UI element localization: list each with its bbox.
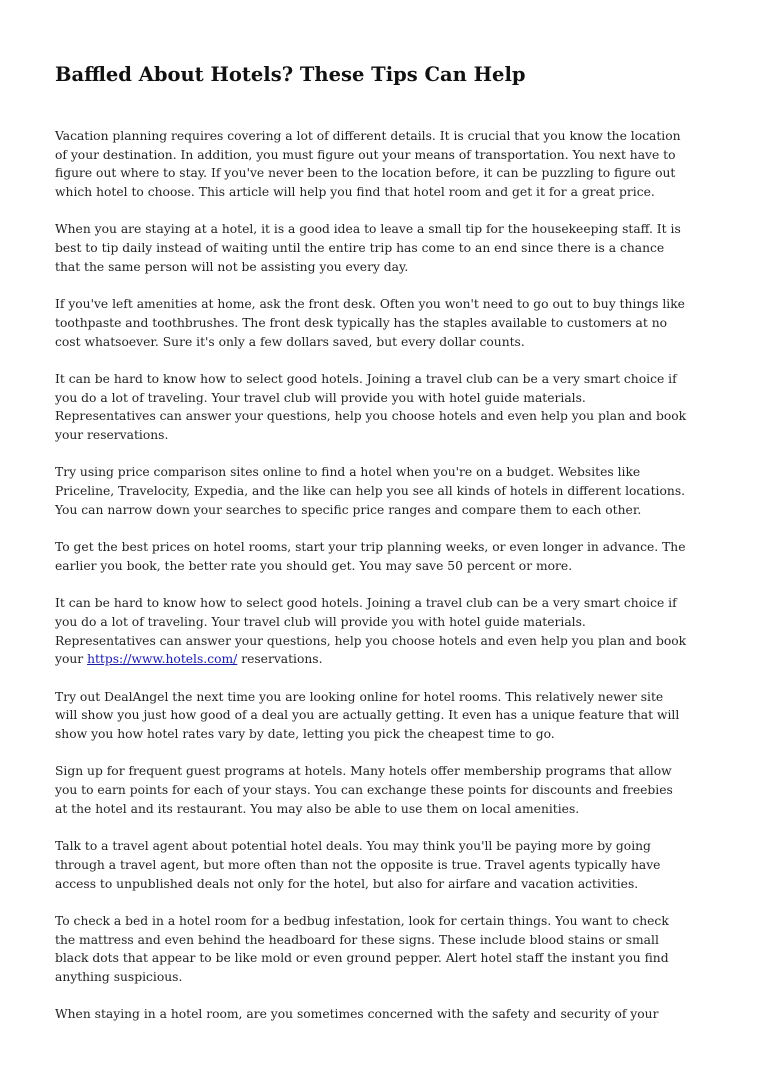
text-line: It can be hard to know how to select good hotels. Joining a travel club can be a very smart choice if — [55, 371, 677, 386]
text-line: black dots that appear to be like mold or even ground pepper. Alert hotel staff the instant you find — [55, 951, 669, 966]
text-segment: your — [55, 652, 88, 667]
text-line: Representatives can answer your questions, help you choose hotels and even help you plan and book — [55, 633, 687, 648]
text-line: through a travel agent, but more often than not the opposite is true. Travel agents typically have — [55, 857, 661, 872]
text-line: anything suspicious. — [55, 969, 183, 984]
text-line: To get the best prices on hotel rooms, start your trip planning weeks, or even longer in advance. The — [55, 540, 686, 555]
text-line: you to earn points for each of your stays. You can exchange these points for discounts and freebies — [55, 783, 673, 798]
paragraph — [55, 762, 735, 818]
paragraph — [55, 594, 735, 669]
paragraph — [55, 538, 735, 575]
text-line: Try using price comparison sites online to find a hotel when you're on a budget. Websites like — [55, 465, 641, 480]
paragraph — [55, 912, 735, 987]
text-line: To check a bed in a hotel room for a bedbug infestation, look for certain things. You want to check — [55, 913, 669, 928]
text-line: you do a lot of traveling. Your travel club will provide you with hotel guide materials. — [55, 614, 586, 629]
paragraph — [55, 295, 735, 351]
paragraph — [55, 837, 735, 893]
text-line: If you've left amenities at home, ask the front desk. Often you won't need to go out to buy things like — [55, 297, 685, 312]
paragraph — [55, 220, 735, 276]
text-line: of your destination. In addition, you must figure out your means of transportation. You next have to — [55, 147, 676, 162]
text-line: access to unpublished deals not only for the hotel, but also for airfare and vacation activities. — [55, 876, 639, 891]
text-line: Priceline, Travelocity, Expedia, and the like can help you see all kinds of hotels in different locations. — [55, 484, 686, 499]
hotels-link[interactable]: https://www.hotels.com/ — [87, 652, 238, 667]
text-line: When you are staying at a hotel, it is a good idea to leave a small tip for the housekeeping staff. It is — [55, 222, 681, 237]
text-line: You can narrow down your searches to specific price ranges and compare them to each other. — [55, 502, 642, 517]
paragraph — [55, 1005, 735, 1024]
text-line: earlier you book, the better rate you should get. You may save 50 percent or more. — [55, 558, 573, 573]
text-line: which hotel to choose. This article will help you find that hotel room and get it for a great price. — [55, 185, 655, 200]
text-line: Vacation planning requires covering a lot of different details. It is crucial that you know the location — [55, 129, 681, 143]
text-line: you do a lot of traveling. Your travel club will provide you with hotel guide materials. — [55, 390, 586, 405]
paragraph — [55, 463, 735, 519]
paragraph — [55, 370, 735, 445]
text-line: Representatives can answer your questions, help you choose hotels and even help you plan and book — [55, 409, 687, 424]
text-line: Talk to a travel agent about potential hotel deals. You may think you'll be paying more by going — [55, 839, 651, 854]
text-line: will show you just how good of a deal you are actually getting. It even has a unique feature that will — [55, 708, 680, 723]
text-line: Sign up for frequent guest programs at hotels. Many hotels offer membership programs that allow — [55, 764, 672, 779]
paragraph — [55, 127, 735, 202]
text-line: figure out where to stay. If you've never been to the location before, it can be puzzling to figure out — [55, 166, 676, 181]
document-page — [55, 60, 735, 1043]
text-line: the mattress and even behind the headboard for these signs. These include blood stains or small — [55, 932, 659, 947]
text-line: When staying in a hotel room, are you sometimes concerned with the safety and security of your — [55, 1007, 659, 1022]
text-line: It can be hard to know how to select good hotels. Joining a travel club can be a very smart choice if — [55, 596, 677, 611]
text-line: cost whatsoever. Sure it's only a few dollars saved, but every dollar counts. — [55, 334, 525, 349]
text-line: that the same person will not be assisting you every day. — [55, 259, 409, 274]
article-body — [55, 127, 735, 1024]
text-line: Try out DealAngel the next time you are looking online for hotel rooms. This relatively newer site — [55, 689, 664, 704]
text-line: toothpaste and toothbrushes. The front desk typically has the staples available to customers at no — [55, 315, 668, 330]
text-line: at the hotel and its restaurant. You may also be able to use them on local amenities. — [55, 801, 580, 816]
text-segment: reservations. — [237, 652, 323, 667]
text-line: best to tip daily instead of waiting until the entire trip has come to an end since there is a chance — [55, 241, 665, 256]
paragraph — [55, 688, 735, 744]
text-line: your reservations. — [55, 428, 169, 442]
text-line: show you how hotel rates vary by date, letting you pick the cheapest time to go. — [55, 727, 555, 741]
text-line — [55, 650, 735, 669]
page-title: Baffled About Hotels? These Tips Can Help — [55, 63, 526, 86]
